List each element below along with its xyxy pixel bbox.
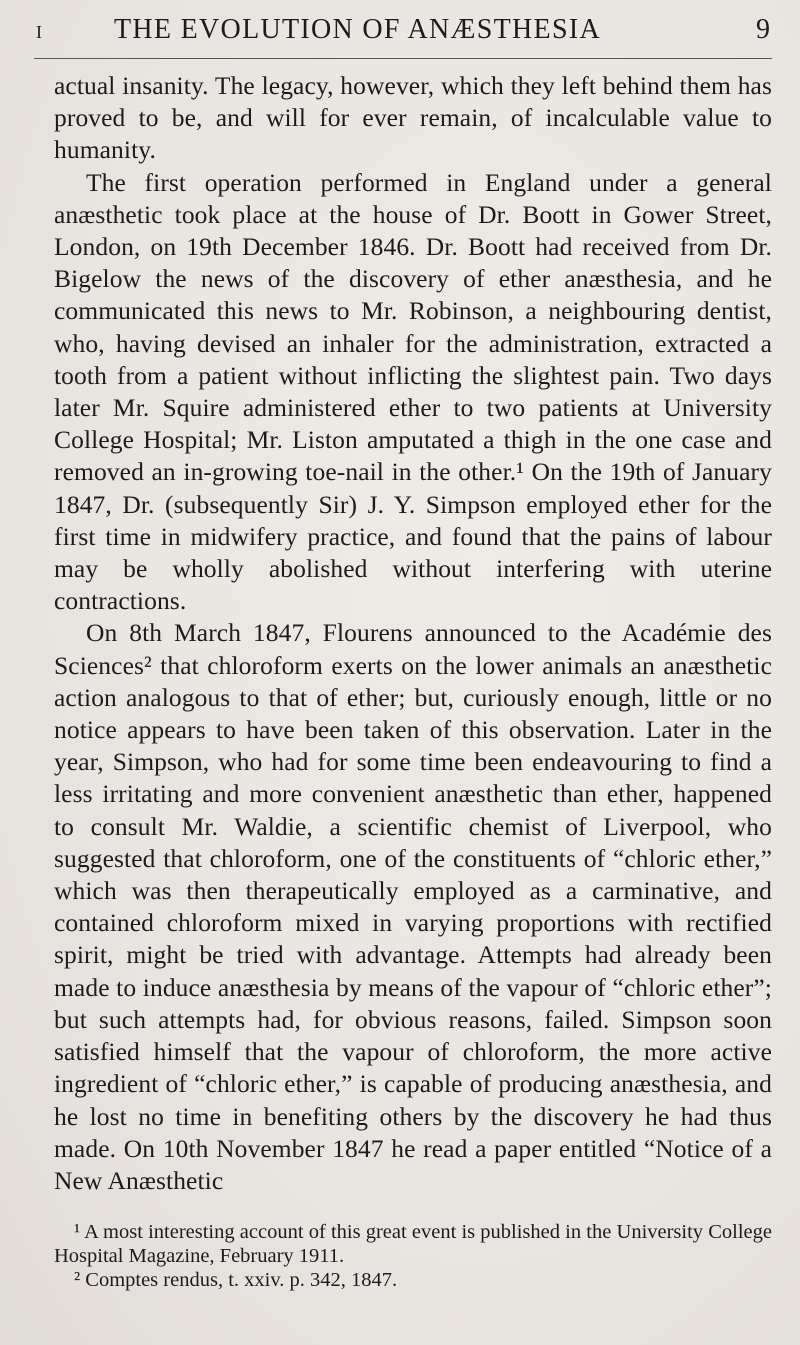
running-header (36, 14, 770, 54)
signature-mark: I (36, 22, 42, 42)
body-text (54, 70, 772, 1197)
running-title: THE EVOLUTION OF ANÆSTHESIA (114, 14, 601, 45)
paragraph-chloroform: On 8th March 1847, Flourens announced to the Académie des Sciences² that chloroform exerts on the lower animals an anæsthetic action analogous to that of ether; but, curiously enough, little or no notice appears to have been taken of this observation. Later in the year, Simpson, who had for some time been endeavouring to find a less irritating and more convenient anæsthetic than ether, happened to consult Mr. Waldie, a scientific chemist of Liverpool, who suggested that chloroform, one of the constituents of “chloric ether,” which was then therapeutically employed as a carminative, and contained chloroform mixed in varying proportions with rectified spirit, might be tried with advantage. Attempts had already been made to induce anæsthesia by means of the vapour of “chloric ether”; but such attempts had, for obvious reasons, failed. Simpson soon satisfied himself that the vapour of chloroform, the more active ingredient of “chloric ether,” is capable of producing anæsthesia, and he lost no time in benefiting others by the discovery he had thus made. On 10th November 1847 he read a paper entitled “Notice of a New Anæsthetic (54, 618, 772, 1195)
page-number: 9 (756, 14, 770, 45)
footnotes (54, 1220, 772, 1292)
footnote-2: ² Comptes rendus, t. xxiv. p. 342, 1847. (74, 1269, 398, 1291)
footnote-1: ¹ A most interesting account of this great event is published in the University College Hospital Magazine, February 1911. (54, 1221, 772, 1267)
header-rule (34, 58, 772, 59)
paragraph-continuation: actual insanity. The legacy, however, which they left behind them has proved to be, and will for ever remain, of incalculable value to humanity. (54, 71, 772, 165)
paragraph-first-operation: The first operation performed in England under a general anæsthetic took place at the house of Dr. Boott in Gower Street, London, on 19th December 1846. Dr. Boott had received from Dr. Bigelow the news of the discovery of ether anæsthesia, and he communicated this news to Mr. Robinson, a neighbouring dentist, who, having devised an inhaler for the administration, extracted a tooth from a patient without inflicting the slightest pain. Two days later Mr. Squire administered ether to two patients at University College Hospital; Mr. Liston amputated a thigh in the one case and removed an in-growing toe-nail in the other.¹ On the 19th of January 1847, Dr. (subsequently Sir) J. Y. Simpson employed ether for the first time in midwifery practice, and found that the pains of labour may be wholly abolished without interfering with uterine contractions. (54, 167, 772, 616)
